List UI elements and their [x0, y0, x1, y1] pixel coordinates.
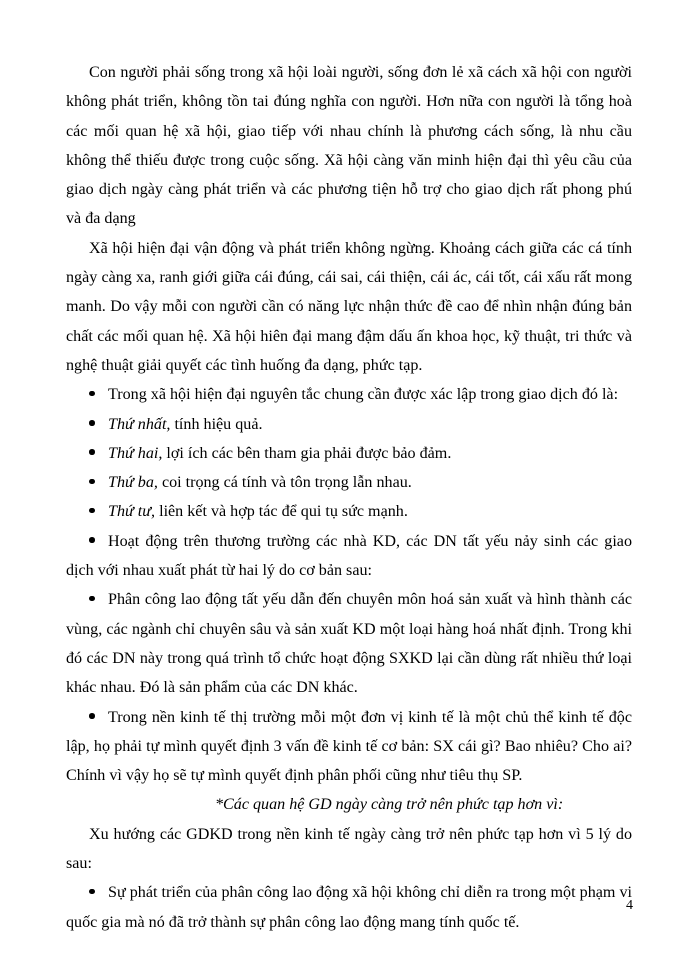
bullet-icon: [89, 703, 108, 732]
principle-item: [66, 468, 632, 497]
principle-text: lợi ích các bên tham gia phải được bảo đảm.: [162, 444, 452, 462]
reasons-intro-text: Hoạt động trên thương trường các nhà KD, các DN tất yếu nảy sinh các giao dịch với nhau xuất phát từ hai lý do cơ bản sau:: [66, 532, 632, 580]
reason-item: [66, 703, 632, 791]
complexity-item-text: Sự phát triển của phân công lao động xã hội không chỉ diễn ra trong một phạm vi quốc gia mà nó đã trở thành sự phân công lao động mang tính quốc tế.: [66, 884, 632, 931]
reasons-intro: [66, 527, 632, 586]
paragraph-2: Xã hội hiện đại vận động và phát triển không ngừng. Khoảng cách giữa các cá tính ngày càng xa, ranh giới giữa cái đúng, cái sai, cái thiện, cái ác, cái tốt, cái xấu rất mong manh. Do vậy mỗi con người cần có năng lực nhận thức đề cao để nhìn nhận đúng bản chất các mối quan hệ. Xã hội hiên đại mang đậm dấu ấn khoa học, kỹ thuật, tri thức và nghệ thuật giải quyết các tình huống đa dạng, phức tạp.: [66, 239, 632, 374]
bullet-icon: [89, 439, 108, 468]
bullet-icon: [89, 585, 108, 614]
bullet-icon: [89, 410, 108, 439]
section-heading: *Các quan hệ GD ngày càng trở nên phức tạp hơn vì:: [215, 796, 564, 814]
complexity-item: [66, 878, 632, 937]
bullet-icon: [89, 527, 108, 556]
bullet-icon: [89, 380, 108, 409]
document-body: [66, 58, 632, 937]
paragraph-1: Con người phải sống trong xã hội loài người, sống đơn lẻ xã cách xã hội con người không phát triển, không tồn tai đúng nghĩa con người. Hơn nữa con người là tổng hoà các mối quan hệ xã hội, giao tiếp với nhau chính là phương cách sống, là nhu cầu không thể thiếu được trong cuộc sống. Xã hội càng văn minh hiện đại thì yêu cầu của giao dịch ngày càng phát triển và các phương tiện hỗ trợ cho giao dịch rất phong phú và đa dạng: [66, 64, 632, 228]
principles-intro-text: Trong xã hội hiện đại nguyên tắc chung cần được xác lập trong giao dịch đó là:: [108, 386, 619, 404]
principles-intro: [66, 380, 632, 409]
reason-text: Phân công lao động tất yếu dẫn đến chuyên môn hoá sản xuất và hình thành các vùng, các ngành chỉ chuyên sâu và sản xuất KD một loại hàng hoá nhất định. Trong khi đó các DN này trong quá trình tổ chức hoạt động SXKD lại cần dùng rất nhiều thứ loại khác nhau. Đó là sản phẩm của các DN khác.: [66, 591, 632, 697]
complexity-intro: Xu hướng các GDKD trong nền kinh tế ngày càng trở nên phức tạp hơn vì 5 lý do sau:: [66, 825, 632, 873]
bullet-icon: [89, 468, 108, 497]
principle-item: [66, 497, 632, 526]
principle-text: coi trọng cá tính và tôn trọng lẫn nhau.: [157, 474, 412, 492]
reason-item: [66, 585, 632, 702]
principle-item: [66, 410, 632, 439]
principle-label: Thứ tư,: [108, 503, 156, 521]
principle-text: tính hiệu quả.: [170, 415, 263, 433]
principle-label: Thứ ba,: [108, 474, 158, 492]
bullet-icon: [89, 497, 108, 526]
page-number: 4: [626, 898, 633, 913]
principle-text: liên kết và hợp tác để qui tụ sức mạnh.: [155, 503, 408, 521]
bullet-icon: [89, 878, 108, 907]
reason-text: Trong nền kinh tế thị trường mỗi một đơn vị kinh tế là một chủ thể kinh tế độc lập, họ phải tự mình quyết định 3 vấn đề kinh tế cơ bản: SX cái gì? Bao nhiêu? Cho ai? Chính vì vậy họ sẽ tự mình quyết định phân phối cũng như tiêu thụ SP.: [66, 708, 632, 785]
principle-label: Thứ nhất,: [108, 415, 171, 433]
principle-label: Thứ hai,: [108, 444, 163, 462]
principle-item: [66, 439, 632, 468]
